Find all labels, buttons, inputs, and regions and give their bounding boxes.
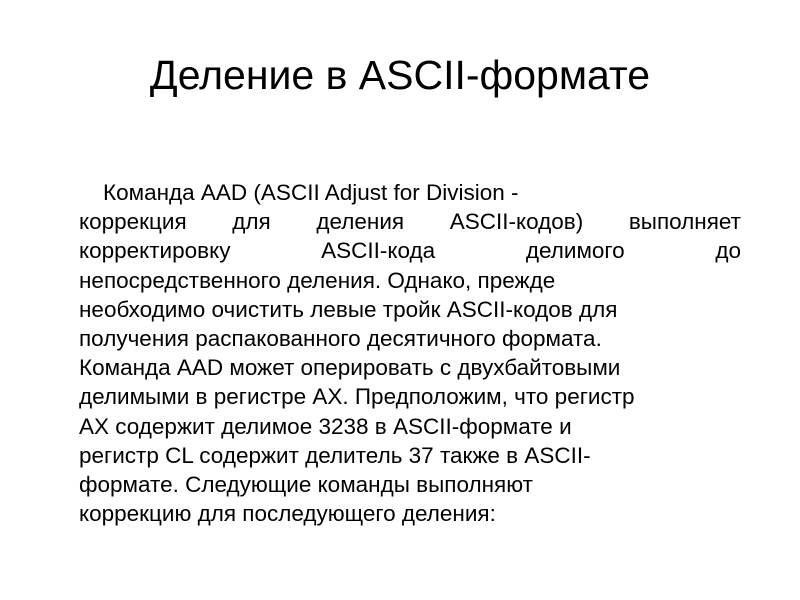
body-line: получения распакованного десятичного формата.	[79, 326, 602, 352]
body-line: Команда AAD (ASCII Adjust for Division -	[103, 180, 519, 205]
body-line: корректировку ASCII-кода делимого до	[79, 238, 741, 264]
body-line: Команда AAD может оперировать с двухбайтовыми	[79, 355, 621, 381]
body-line: AX содержит делимое 3238 в ASCII-формате и	[79, 413, 572, 439]
body-line: формате. Следующие команды выполняют	[79, 472, 533, 498]
body-line: регистр CL содержит делитель 37 также в ASCII-	[79, 442, 591, 468]
slide-body-text	[79, 178, 741, 528]
body-line: непосредственного деления. Однако, прежде	[79, 267, 556, 293]
body-line: делимыми в регистре AX. Предположим, что регистр	[79, 384, 635, 410]
body-line: коррекцию для последующего деления:	[79, 501, 496, 527]
slide-title: Деление в ASCII-формате	[149, 52, 651, 98]
body-line: необходимо очистить левые тройк ASCII-кодов для	[79, 296, 618, 322]
body-line: коррекция для деления ASCII-кодов) выполняет	[79, 209, 741, 235]
